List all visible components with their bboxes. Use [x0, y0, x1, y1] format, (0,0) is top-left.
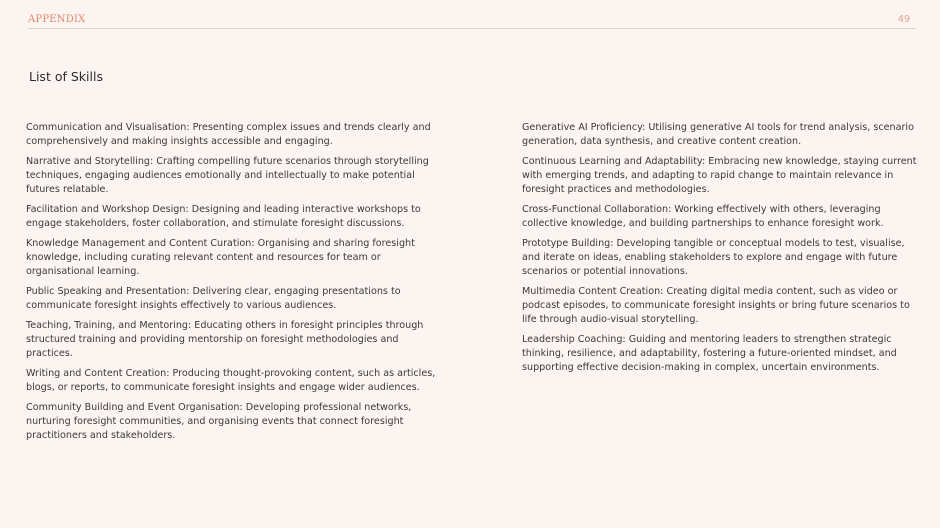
- skill-item: Narrative and Storytelling: Crafting compelling future scenarios through storytelling techniques, engaging audiences emotionally and intellectually to make potential futures relatable.: [26, 156, 429, 195]
- page-number: 49: [897, 14, 910, 25]
- skills-list-right: [522, 121, 917, 381]
- skill-item: Continuous Learning and Adaptability: Embracing new knowledge, staying current with emerging trends, and adapting to rapid change to maintain relevance in foresight practices and methodologies.: [522, 156, 917, 195]
- skill-item: Teaching, Training, and Mentoring: Educating others in foresight principles through structured training and providing mentorship on foresight methodologies and practices.: [26, 320, 424, 359]
- skill-item: Multimedia Content Creation: Creating digital media content, such as video or podcast episodes, to communicate foresight insights or bring future scenarios to life through audio-visual storytelling.: [522, 286, 910, 325]
- page-title: List of Skills: [29, 69, 103, 84]
- skill-item: Public Speaking and Presentation: Delivering clear, engaging presentations to communicate foresight insights effectively to various audiences.: [26, 286, 401, 311]
- skill-item: Generative AI Proficiency: Utilising generative AI tools for trend analysis, scenario generation, data synthesis, and creative content creation.: [522, 122, 914, 147]
- skill-item: Communication and Visualisation: Presenting complex issues and trends clearly and comprehensively and making insights accessible and engaging.: [26, 122, 431, 147]
- page-header: [28, 12, 916, 29]
- skill-item: Facilitation and Workshop Design: Designing and leading interactive workshops to engage stakeholders, foster collaboration, and stimulate foresight discussions.: [26, 204, 421, 229]
- skill-item: Writing and Content Creation: Producing thought-provoking content, such as articles, blogs, or reports, to communicate foresight insights and engage wider audiences.: [26, 368, 436, 393]
- skill-item: Cross-Functional Collaboration: Working effectively with others, leveraging collective knowledge, and building partnerships to enhance foresight work.: [522, 204, 884, 229]
- section-label: APPENDIX: [28, 14, 86, 25]
- skill-item: Prototype Building: Developing tangible or conceptual models to test, visualise, and iterate on ideas, enabling stakeholders to explore and engage with future scenarios or potential innovations.: [522, 238, 905, 277]
- skills-list-left: [26, 121, 436, 449]
- skill-item: Knowledge Management and Content Curation: Organising and sharing foresight knowledge, including curating relevant content and resources for team or organisational learning.: [26, 238, 415, 277]
- skill-item: Leadership Coaching: Guiding and mentoring leaders to strengthen strategic thinking, resilience, and adaptability, fostering a future-oriented mindset, and supporting effective decision-making in complex, uncertain environments.: [522, 334, 897, 373]
- skill-item: Community Building and Event Organisation: Developing professional networks, nurturing foresight communities, and organising events that connect foresight practitioners and stakeholders.: [26, 402, 412, 441]
